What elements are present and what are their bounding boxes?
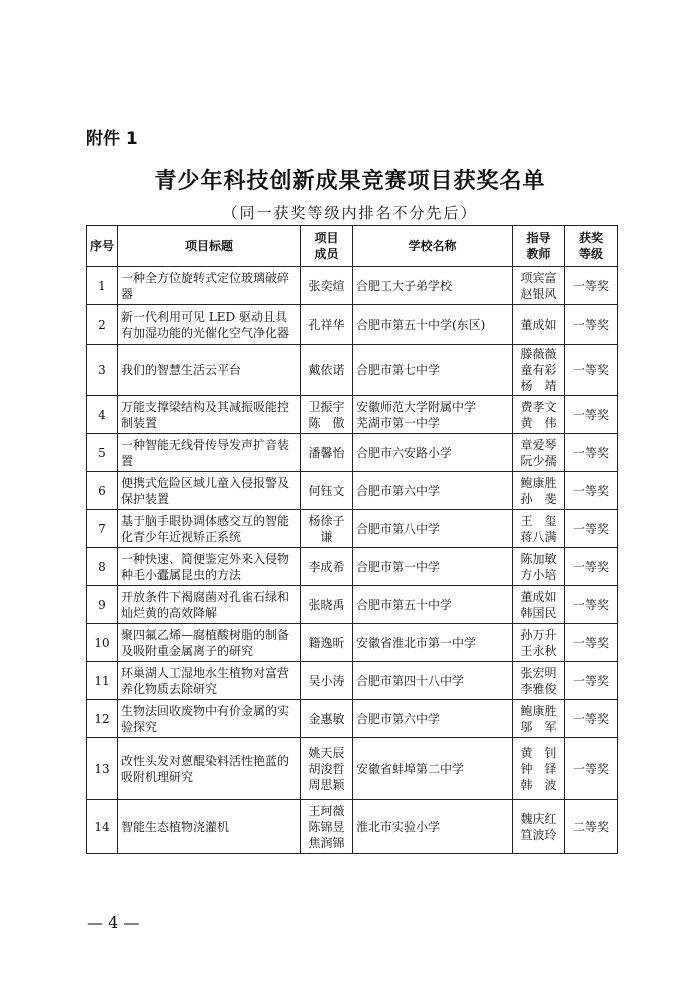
row-number: 12 <box>87 700 118 738</box>
row-number: 11 <box>87 662 118 700</box>
school-name: 安徽师范大学附属中学 芜湖市第一中学 <box>353 396 513 434</box>
project-title: 一种智能无线骨传导发声扩音装置 <box>118 434 301 472</box>
table-row <box>87 510 618 548</box>
school-name: 合肥市六安路小学 <box>353 434 513 472</box>
table-row <box>87 396 618 434</box>
mentor-teachers: 章爱琴 阮少孺 <box>513 434 565 472</box>
project-title: 便携式危险区域儿童入侵报警及保护装置 <box>118 472 301 510</box>
header-prize: 获奖 等级 <box>565 226 618 267</box>
row-number: 10 <box>87 624 118 662</box>
project-title: 开放条件下褐腐菌对孔雀石绿和灿烂黄的高效降解 <box>118 586 301 624</box>
row-number: 13 <box>87 738 118 800</box>
table-row <box>87 267 618 305</box>
school-name: 合肥市第五十中学(东区) <box>353 305 513 345</box>
row-number: 14 <box>87 800 118 854</box>
project-members: 李成希 <box>301 548 353 586</box>
mentor-teachers: 陈加敏 方小培 <box>513 548 565 586</box>
school-name: 合肥市第七中学 <box>353 345 513 396</box>
project-members: 何钰文 <box>301 472 353 510</box>
mentor-teachers: 魏庆红 笪波玲 <box>513 800 565 854</box>
award-level: 一等奖 <box>565 434 618 472</box>
school-name: 合肥市第四十八中学 <box>353 662 513 700</box>
mentor-teachers: 费孝文 黄 伟 <box>513 396 565 434</box>
project-members: 张晓禹 <box>301 586 353 624</box>
project-title: 新一代利用可见 LED 驱动且具有加湿功能的光催化空气净化器 <box>118 305 301 345</box>
award-table <box>86 225 618 854</box>
row-number: 8 <box>87 548 118 586</box>
project-title: 改性头发对蒽醌染料活性艳蓝的吸附机理研究 <box>118 738 301 800</box>
row-number: 5 <box>87 434 118 472</box>
mentor-teachers: 鲍康胜 孙 斐 <box>513 472 565 510</box>
mentor-teachers: 董成如 <box>513 305 565 345</box>
award-level: 一等奖 <box>565 510 618 548</box>
header-mentors: 指导 教师 <box>513 226 565 267</box>
page-number: — 4 — <box>87 913 140 932</box>
award-level: 一等奖 <box>565 738 618 800</box>
project-title: 环巢湖人工湿地水生植物对富营养化物质去除研究 <box>118 662 301 700</box>
project-members: 卫振宇 陈 傲 <box>301 396 353 434</box>
project-members: 金惠敏 <box>301 700 353 738</box>
award-level: 一等奖 <box>565 345 618 396</box>
mentor-teachers: 孙万升 王永秋 <box>513 624 565 662</box>
award-level: 一等奖 <box>565 624 618 662</box>
school-name: 合肥市第八中学 <box>353 510 513 548</box>
project-members: 孔祥华 <box>301 305 353 345</box>
table-row <box>87 738 618 800</box>
table-row <box>87 800 618 854</box>
award-level: 一等奖 <box>565 586 618 624</box>
header-no: 序号 <box>87 226 118 267</box>
row-number: 6 <box>87 472 118 510</box>
award-level: 二等奖 <box>565 800 618 854</box>
table-row <box>87 305 618 345</box>
award-level: 一等奖 <box>565 267 618 305</box>
award-level: 一等奖 <box>565 396 618 434</box>
table-row <box>87 472 618 510</box>
project-members: 杨徐子谦 <box>301 510 353 548</box>
school-name: 合肥市第一中学 <box>353 548 513 586</box>
header-school: 学校名称 <box>353 226 513 267</box>
school-name: 安徽省淮北市第一中学 <box>353 624 513 662</box>
project-title: 基于脑手眼协调体感交互的智能化青少年近视矫正系统 <box>118 510 301 548</box>
row-number: 7 <box>87 510 118 548</box>
row-number: 3 <box>87 345 118 396</box>
project-title: 智能生态植物浇灌机 <box>118 800 301 854</box>
school-name: 合肥工大子弟学校 <box>353 267 513 305</box>
award-level: 一等奖 <box>565 305 618 345</box>
school-name: 合肥市第五十中学 <box>353 586 513 624</box>
table-row <box>87 434 618 472</box>
page-subtitle: （同一获奖等级内排名不分先后） <box>222 204 478 222</box>
award-level: 一等奖 <box>565 700 618 738</box>
project-title: 一种快速、简便鉴定外来入侵物种毛小蠹属昆虫的方法 <box>118 548 301 586</box>
project-title: 一种全方位旋转式定位玻璃破碎器 <box>118 267 301 305</box>
header-members: 项目 成员 <box>301 226 353 267</box>
project-title: 我们的智慧生活云平台 <box>118 345 301 396</box>
table-row <box>87 700 618 738</box>
project-title: 聚四氟乙烯—腐植酸树脂的制备及吸附重金属离子的研究 <box>118 624 301 662</box>
school-name: 合肥市第六中学 <box>353 700 513 738</box>
school-name: 合肥市第六中学 <box>353 472 513 510</box>
project-members: 籍逸昕 <box>301 624 353 662</box>
project-title: 万能支撑梁结构及其减振吸能控制装置 <box>118 396 301 434</box>
table-row <box>87 548 618 586</box>
mentor-teachers: 黄 钊 钟 铎 韩 波 <box>513 738 565 800</box>
mentor-teachers: 鲍康胜 邬 军 <box>513 700 565 738</box>
row-number: 1 <box>87 267 118 305</box>
table-row <box>87 345 618 396</box>
project-members: 姚天辰 胡浚哲 周思颖 <box>301 738 353 800</box>
table-header-row <box>87 226 618 267</box>
mentor-teachers: 滕薇薇 童有彩 杨 靖 <box>513 345 565 396</box>
award-level: 一等奖 <box>565 548 618 586</box>
page-title: 青少年科技创新成果竞赛项目获奖名单 <box>154 169 546 194</box>
project-members: 戴依诺 <box>301 345 353 396</box>
project-members: 吴小涛 <box>301 662 353 700</box>
project-members: 王珂薇 陈锦昱 焦润锦 <box>301 800 353 854</box>
school-name: 安徽省蚌埠第二中学 <box>353 738 513 800</box>
row-number: 4 <box>87 396 118 434</box>
project-members: 潘馨怡 <box>301 434 353 472</box>
table-row <box>87 586 618 624</box>
table-row <box>87 624 618 662</box>
table-row <box>87 662 618 700</box>
header-title: 项目标题 <box>118 226 301 267</box>
mentor-teachers: 项宾富 赵银风 <box>513 267 565 305</box>
project-title: 生物法回收废物中有价金属的实验探究 <box>118 700 301 738</box>
attachment-label: 附件 1 <box>86 129 138 149</box>
school-name: 淮北市实验小学 <box>353 800 513 854</box>
award-level: 一等奖 <box>565 472 618 510</box>
mentor-teachers: 王 玺 蒋八满 <box>513 510 565 548</box>
project-members: 张奕煊 <box>301 267 353 305</box>
mentor-teachers: 张宏明 李雅俊 <box>513 662 565 700</box>
row-number: 2 <box>87 305 118 345</box>
row-number: 9 <box>87 586 118 624</box>
mentor-teachers: 董成如 韩国民 <box>513 586 565 624</box>
award-level: 一等奖 <box>565 662 618 700</box>
